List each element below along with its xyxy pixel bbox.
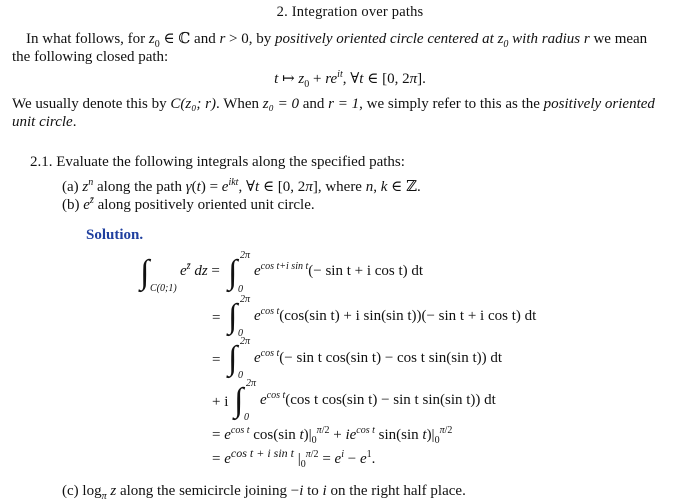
contour-label: C(0;1) [150, 283, 177, 294]
solution-heading: Solution. [86, 227, 144, 243]
lower-limit-4: 0 [244, 412, 249, 423]
line4-integrand: $e^{cos t}(\cos$ t cos(sin t) − sin t sin(sin t)) dt [260, 390, 496, 408]
upper-limit-3: 2π [240, 336, 251, 347]
solution-line-3: = ∫ 2π 0 $e^{cos t}(- \sin t$ cos(sin t) − cos t sin(sin t)) dt [212, 336, 503, 381]
upper-limit-2: 2π [240, 294, 251, 305]
exercise-part-a: (a) $z^n$ along the path $\gamma(t) = e^{ikt}$, ∀t ∈ [0, 2π], where n, k ∈ ℤ. [62, 177, 421, 195]
intro-line-2: the following closed path: [12, 49, 169, 65]
solution-line-5: = $e^{cos t}$ cos(sin $t)|_0^{\pi/2} + ie^{cos t}$ sin(sin $t)|_0^{\pi/2}$ [212, 425, 453, 446]
denote-line-1: We usually denote this by C(z₀; r). When z₀ = 0 and r = 1, we simply refer to this as the positively oriented [12, 96, 655, 112]
upper-limit-4: 2π [246, 378, 257, 389]
exercise-part-b: (b) $e^{z̄}$ along positively oriented unit circle. [62, 195, 315, 213]
solution-line-2: = ∫ 2π 0 $e^{cos t}(\cos(\sin$ t) + i sin(sin t))(− sin t + i cos t) dt [212, 294, 537, 339]
exercise-part-c: (c) $\log_\pi z$ along the semicircle joining −i to i on the right half place. [62, 483, 466, 502]
line2-integrand: $e^{cos t}(\cos(\sin$ t) + i sin(sin t))(− sin t + i cos t) dt [254, 306, 537, 324]
section-title: 2. Integration over paths [276, 4, 424, 20]
exercise-statement: 2.1. Evaluate the following integrals along the specified paths: [30, 154, 405, 170]
intro-line-1: In what follows, for $z_0$ ∈ ℂ and r > 0, by positively oriented circle centered at $z_0$ with radius r we mean [26, 31, 648, 50]
contour-integral-sign: ∫ [140, 254, 150, 291]
integral-sign-3: ∫ [228, 340, 238, 377]
lower-limit-2: 0 [238, 328, 243, 339]
solution-line-6: = $e^{cos t + i sin t}$ $|_0^{\pi/2} = e^i - e^1$. [212, 446, 376, 470]
integral-sign-2: ∫ [228, 298, 238, 335]
solution-line-4: + i ∫ 2π 0 $e^{cos t}(\cos$ t cos(sin t) − sin t sin(sin t)) dt [212, 378, 496, 423]
upper-limit-1: 2π [240, 250, 251, 261]
line1-left: $e^{z̄}$ dz = [180, 261, 220, 279]
denote-line-2: unit circle. [12, 114, 77, 130]
integral-sign-1: ∫ [228, 254, 238, 291]
integral-sign-4: ∫ [234, 382, 244, 419]
path-formula: t ↦ $z_0 + re^{it}$, ∀t ∈ [0, 2π]. [274, 69, 426, 90]
line3-integrand: $e^{cos t}(- \sin t$ cos(sin t) − cos t sin(sin t)) dt [254, 348, 503, 366]
solution-line-1 [140, 250, 700, 300]
lower-limit-3: 0 [238, 370, 243, 381]
lower-limit-1: 0 [238, 284, 243, 295]
line1-integrand: $e^{cos t+i sin t}(- \sin t + i$ cos t) dt [254, 261, 424, 279]
